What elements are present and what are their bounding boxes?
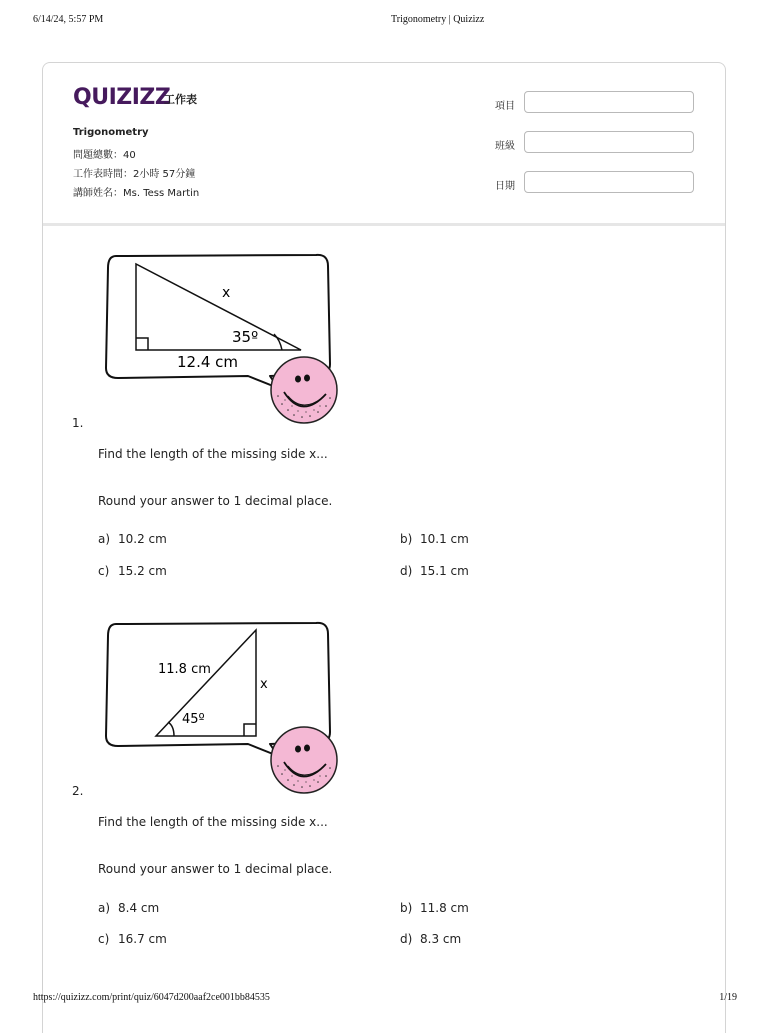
option-text: 10.1 cm [420,532,469,546]
option-text: 8.3 cm [420,932,462,946]
print-page-title: Trigonometry | Quizizz [391,14,485,25]
question-count: 問題總數：40 [73,150,136,161]
q1-option-a[interactable] [98,532,167,546]
option-letter: a) [98,901,111,915]
q2-option-a[interactable] [98,901,159,915]
question-2-instruction: Round your answer to 1 decimal place. [98,862,333,876]
option-letter: d) [400,564,413,578]
base-label: 12.4 cm [177,353,239,371]
angle-label: 45º [182,712,205,727]
smiley-face-icon [271,357,337,423]
teacher-name: 講師姓名：Ms. Tess Martin [73,188,200,199]
class-field[interactable] [524,131,694,153]
option-letter: c) [98,932,110,946]
option-letter: d) [400,932,413,946]
question-1-figure [98,248,342,426]
option-text: 10.2 cm [118,532,167,546]
option-letter: c) [98,564,110,578]
q1-option-c[interactable] [98,564,167,578]
side-x-label: x [260,677,268,692]
print-footer [0,992,768,1012]
worksheet-time: 工作表時間：2小時 57分鐘 [73,169,196,180]
option-letter: b) [400,901,413,915]
question-2-figure [98,616,342,794]
logo-suffix: 工作表 [164,93,197,106]
option-letter: b) [400,532,413,546]
option-text: 15.2 cm [118,564,167,578]
print-page-number: 1/19 [719,992,737,1003]
side-x-label: x [222,285,231,301]
question-1-text: Find the length of the missing side x... [98,447,328,461]
q2-option-d[interactable] [400,932,461,946]
date-field[interactable] [524,171,694,193]
field-label-date: 日期 [495,181,515,192]
question-2-number: 2. [72,784,84,798]
question-1-instruction: Round your answer to 1 decimal place. [98,494,333,508]
page-divider [42,970,43,990]
q2-option-c[interactable] [98,932,167,946]
q1-option-d[interactable] [400,564,469,578]
print-datetime: 6/14/24, 5:57 PM [33,14,104,25]
print-header [0,14,768,34]
option-text: 11.8 cm [420,901,469,915]
quizizz-logo: QUIZIZZ [73,85,171,110]
option-text: 16.7 cm [118,932,167,946]
worksheet-header [43,63,725,226]
hypotenuse-label: 11.8 cm [158,662,211,677]
worksheet-title: Trigonometry [73,127,149,138]
question-2-text: Find the length of the missing side x... [98,815,328,829]
worksheet-sheet [42,62,726,1033]
option-letter: a) [98,532,111,546]
print-url: https://quizizz.com/print/quiz/6047d200aaf2ce001bb84535 [33,992,270,1003]
option-text: 8.4 cm [118,901,160,915]
project-field[interactable] [524,91,694,113]
q2-option-b[interactable] [400,901,469,915]
smiley-face-icon [271,727,337,793]
field-label-class: 班級 [495,141,515,152]
question-1-number: 1. [72,416,84,430]
angle-label: 35º [232,328,259,346]
q1-option-b[interactable] [400,532,469,546]
option-text: 15.1 cm [420,564,469,578]
field-label-project: 項目 [495,101,515,112]
